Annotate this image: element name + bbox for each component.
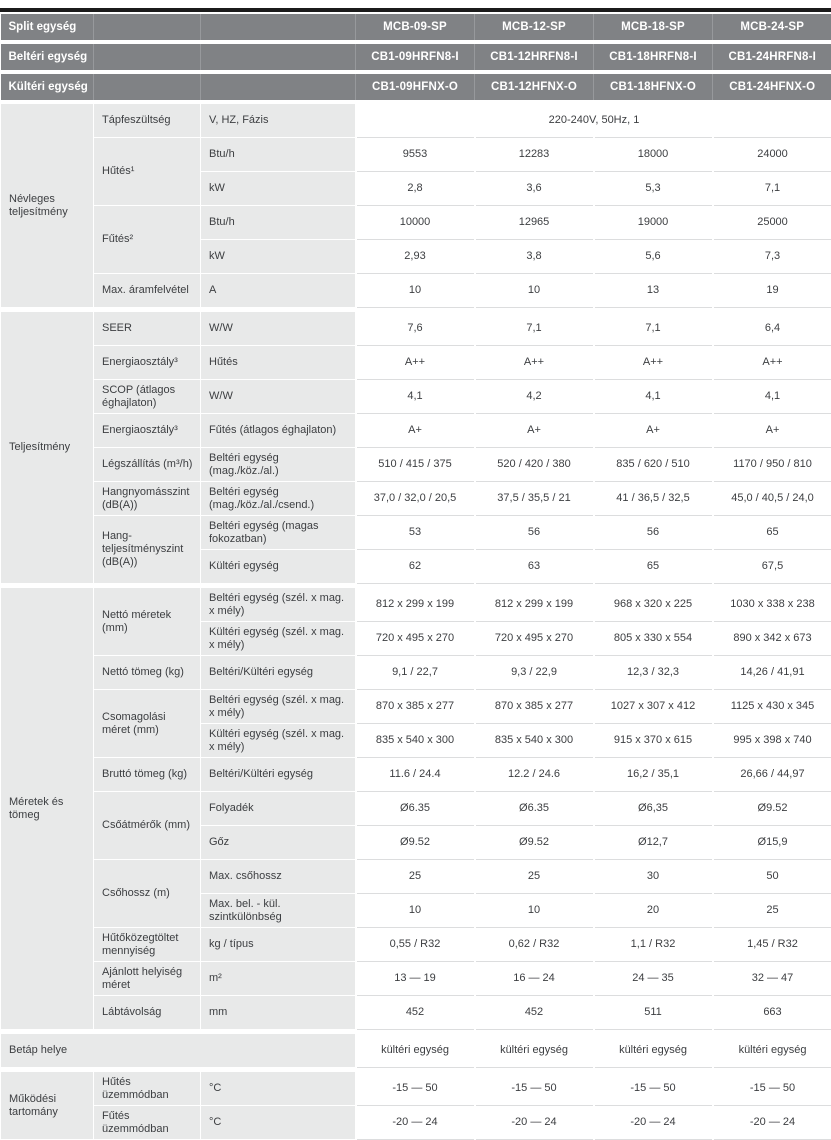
param-label-cell: Fűtés²	[94, 206, 201, 274]
param-label-cell: Ajánlott helyiség méret	[94, 962, 201, 996]
value-cell: 37,0 / 32,0 / 20,5	[356, 482, 475, 516]
sub-label-cell: °C	[201, 1106, 356, 1140]
table-row	[1, 138, 831, 172]
param-label-cell: Csőátmérők (mm)	[94, 792, 201, 860]
value-cell: 0,62 / R32	[475, 928, 594, 962]
top-accent-bar	[0, 8, 831, 12]
value-cell: 3,6	[475, 172, 594, 206]
header-divider-cell	[94, 14, 201, 42]
value-cell: 812 x 299 x 199	[475, 588, 594, 622]
sub-label-cell: Beltéri/Kültéri egység	[201, 758, 356, 792]
value-cell: 1125 x 430 x 345	[713, 690, 831, 724]
value-cell: 5,3	[594, 172, 713, 206]
value-cell: A+	[594, 414, 713, 448]
value-cell: 520 / 420 / 380	[475, 448, 594, 482]
model-name-cell: CB1-24HRFN8-I	[713, 42, 831, 72]
value-cell: 835 / 620 / 510	[594, 448, 713, 482]
sub-label-cell: Beltéri egység (mag./köz./al./csend.)	[201, 482, 356, 516]
value-cell: 1027 x 307 x 412	[594, 690, 713, 724]
value-cell: 2,8	[356, 172, 475, 206]
value-span-cell: 220-240V, 50Hz, 1	[356, 102, 831, 138]
sub-label-cell: kW	[201, 172, 356, 206]
sub-label-cell: Gőz	[201, 826, 356, 860]
value-cell: -20 — 24	[356, 1106, 475, 1140]
value-cell: A++	[594, 346, 713, 380]
value-cell: 4,1	[713, 380, 831, 414]
value-cell: 1,1 / R32	[594, 928, 713, 962]
value-cell: 6,4	[713, 312, 831, 346]
value-cell: 25	[475, 860, 594, 894]
value-cell: 14,26 / 41,91	[713, 656, 831, 690]
value-cell: 870 x 385 x 277	[356, 690, 475, 724]
value-cell: 9,1 / 22,7	[356, 656, 475, 690]
value-cell: Ø9.52	[475, 826, 594, 860]
value-cell: 19	[713, 274, 831, 308]
value-cell: 12965	[475, 206, 594, 240]
category-cell: Betáp helye	[1, 1034, 356, 1068]
value-cell: kültéri egység	[356, 1034, 475, 1068]
value-cell: 41 / 36,5 / 32,5	[594, 482, 713, 516]
value-cell: 10	[475, 894, 594, 928]
value-cell: 65	[713, 516, 831, 550]
table-header-row	[1, 42, 831, 72]
model-name-cell: CB1-09HRFN8-I	[356, 42, 475, 72]
sub-label-cell: Max. csőhossz	[201, 860, 356, 894]
sub-label-cell: Beltéri egység (szél. x mag. x mély)	[201, 588, 356, 622]
sub-label-cell: Beltéri egység (szél. x mag. x mély)	[201, 690, 356, 724]
value-cell: 4,2	[475, 380, 594, 414]
section	[1, 102, 831, 308]
model-name-cell: MCB-12-SP	[475, 14, 594, 42]
table-row	[1, 588, 831, 622]
value-cell: 1,45 / R32	[713, 928, 831, 962]
value-cell: -20 — 24	[713, 1106, 831, 1140]
value-cell: Ø15,9	[713, 826, 831, 860]
value-cell: 4,1	[594, 380, 713, 414]
value-cell: 16 — 24	[475, 962, 594, 996]
value-cell: 0,55 / R32	[356, 928, 475, 962]
value-cell: 19000	[594, 206, 713, 240]
param-label-cell: Légszállítás (m³/h)	[94, 448, 201, 482]
value-cell: 26,66 / 44,97	[713, 758, 831, 792]
value-cell: 56	[594, 516, 713, 550]
param-label-cell: Hangnyomásszint (dB(A))	[94, 482, 201, 516]
model-name-cell: MCB-24-SP	[713, 14, 831, 42]
value-cell: 65	[594, 550, 713, 584]
value-cell: -15 — 50	[356, 1072, 475, 1106]
value-cell: 510 / 415 / 375	[356, 448, 475, 482]
param-label-cell: SEER	[94, 312, 201, 346]
param-label-cell: Nettó tömeg (kg)	[94, 656, 201, 690]
category-cell: Névleges teljesítmény	[1, 102, 94, 308]
table-row	[1, 516, 831, 550]
value-cell: 24000	[713, 138, 831, 172]
sub-label-cell: Kültéri egység	[201, 550, 356, 584]
value-cell: -20 — 24	[475, 1106, 594, 1140]
value-cell: 20	[594, 894, 713, 928]
header-row-label: Kültéri egység	[1, 72, 94, 102]
value-cell: 870 x 385 x 277	[475, 690, 594, 724]
value-cell: 24 — 35	[594, 962, 713, 996]
value-cell: 968 x 320 x 225	[594, 588, 713, 622]
header-row-label: Split egység	[1, 14, 94, 42]
value-cell: -15 — 50	[713, 1072, 831, 1106]
value-cell: 18000	[594, 138, 713, 172]
sub-label-cell: kg / típus	[201, 928, 356, 962]
value-cell: 5,6	[594, 240, 713, 274]
value-cell: 4,1	[356, 380, 475, 414]
value-cell: 9553	[356, 138, 475, 172]
value-cell: 25	[356, 860, 475, 894]
table-row	[1, 1034, 831, 1068]
param-label-cell: Csőhossz (m)	[94, 860, 201, 928]
table-row	[1, 102, 831, 138]
table-row	[1, 414, 831, 448]
value-cell: 10	[356, 894, 475, 928]
table-row	[1, 656, 831, 690]
value-cell: -15 — 50	[594, 1072, 713, 1106]
value-cell: kültéri egység	[475, 1034, 594, 1068]
table-row	[1, 860, 831, 894]
model-name-cell: CB1-18HFNX-O	[594, 72, 713, 102]
value-cell: 12283	[475, 138, 594, 172]
value-cell: A++	[475, 346, 594, 380]
value-cell: kültéri egység	[713, 1034, 831, 1068]
table-row	[1, 928, 831, 962]
table-row	[1, 206, 831, 240]
param-label-cell: Fűtés üzemmódban	[94, 1106, 201, 1140]
table-row	[1, 962, 831, 996]
value-cell: Ø12,7	[594, 826, 713, 860]
table-row	[1, 380, 831, 414]
value-cell: A+	[356, 414, 475, 448]
sub-label-cell: Fűtés (átlagos éghajlaton)	[201, 414, 356, 448]
table-row	[1, 996, 831, 1030]
value-cell: Ø9.52	[356, 826, 475, 860]
model-name-cell: MCB-09-SP	[356, 14, 475, 42]
model-name-cell: CB1-12HFNX-O	[475, 72, 594, 102]
value-cell: 45,0 / 40,5 / 24,0	[713, 482, 831, 516]
value-cell: 835 x 540 x 300	[475, 724, 594, 758]
value-cell: 32 — 47	[713, 962, 831, 996]
table-row	[1, 482, 831, 516]
model-name-cell: MCB-18-SP	[594, 14, 713, 42]
sub-label-cell: Kültéri egység (szél. x mag. x mély)	[201, 724, 356, 758]
value-cell: 12.2 / 24.6	[475, 758, 594, 792]
value-cell: Ø6,35	[594, 792, 713, 826]
param-label-cell: Lábtávolság	[94, 996, 201, 1030]
value-cell: 7,3	[713, 240, 831, 274]
value-cell: 511	[594, 996, 713, 1030]
sub-label-cell: m²	[201, 962, 356, 996]
param-label-cell: Hűtés üzemmódban	[94, 1072, 201, 1106]
sub-label-cell: kW	[201, 240, 356, 274]
spec-table	[0, 14, 831, 1140]
sub-label-cell: W/W	[201, 312, 356, 346]
value-cell: A+	[475, 414, 594, 448]
value-cell: 3,8	[475, 240, 594, 274]
table-row	[1, 1072, 831, 1106]
value-cell: 812 x 299 x 199	[356, 588, 475, 622]
sub-label-cell: Btu/h	[201, 138, 356, 172]
header-divider-cell	[201, 14, 356, 42]
sub-label-cell: V, HZ, Fázis	[201, 102, 356, 138]
value-cell: 63	[475, 550, 594, 584]
value-cell: 890 x 342 x 673	[713, 622, 831, 656]
value-cell: 915 x 370 x 615	[594, 724, 713, 758]
value-cell: 835 x 540 x 300	[356, 724, 475, 758]
section	[1, 1068, 831, 1140]
value-cell: 11.6 / 24.4	[356, 758, 475, 792]
value-cell: 13 — 19	[356, 962, 475, 996]
sub-label-cell: W/W	[201, 380, 356, 414]
value-cell: 13	[594, 274, 713, 308]
table-header	[1, 14, 831, 102]
value-cell: 56	[475, 516, 594, 550]
param-label-cell: Nettó méretek (mm)	[94, 588, 201, 656]
param-label-cell: Energiaosztály³	[94, 414, 201, 448]
value-cell: 12,3 / 32,3	[594, 656, 713, 690]
value-cell: A++	[356, 346, 475, 380]
value-cell: 9,3 / 22,9	[475, 656, 594, 690]
value-cell: 10	[475, 274, 594, 308]
header-divider-cell	[201, 42, 356, 72]
value-cell: Ø6.35	[356, 792, 475, 826]
table-row	[1, 346, 831, 380]
table-row	[1, 792, 831, 826]
sub-label-cell: Kültéri egység (szél. x mag. x mély)	[201, 622, 356, 656]
value-cell: 452	[475, 996, 594, 1030]
value-cell: 7,1	[475, 312, 594, 346]
section	[1, 1030, 831, 1068]
sub-label-cell: Beltéri egység (magas fokozatban)	[201, 516, 356, 550]
value-cell: 37,5 / 35,5 / 21	[475, 482, 594, 516]
category-cell: Teljesítmény	[1, 312, 94, 584]
sub-label-cell: Beltéri egység (mag./köz./al.)	[201, 448, 356, 482]
sub-label-cell: A	[201, 274, 356, 308]
param-label-cell: Hűtés¹	[94, 138, 201, 206]
param-label-cell: Energiaosztály³	[94, 346, 201, 380]
value-cell: 995 x 398 x 740	[713, 724, 831, 758]
header-row-label: Beltéri egység	[1, 42, 94, 72]
param-label-cell: Hűtőközegtöltet mennyiség	[94, 928, 201, 962]
category-cell: Működési tartomány	[1, 1072, 94, 1140]
table-header-row	[1, 14, 831, 42]
value-cell: 7,1	[713, 172, 831, 206]
header-divider-cell	[201, 72, 356, 102]
table-header-row	[1, 72, 831, 102]
model-name-cell: CB1-12HRFN8-I	[475, 42, 594, 72]
value-cell: kültéri egység	[594, 1034, 713, 1068]
sub-label-cell: Beltéri/Kültéri egység	[201, 656, 356, 690]
value-cell: -15 — 50	[475, 1072, 594, 1106]
value-cell: A+	[713, 414, 831, 448]
sub-label-cell: Max. bel. - kül. szintkülönbség	[201, 894, 356, 928]
sub-label-cell: mm	[201, 996, 356, 1030]
value-cell: 805 x 330 x 554	[594, 622, 713, 656]
value-cell: A++	[713, 346, 831, 380]
table-row	[1, 1106, 831, 1140]
table-row	[1, 448, 831, 482]
value-cell: 25	[713, 894, 831, 928]
value-cell: 10000	[356, 206, 475, 240]
param-label-cell: Bruttó tömeg (kg)	[94, 758, 201, 792]
section	[1, 308, 831, 584]
sub-label-cell: °C	[201, 1072, 356, 1106]
sub-label-cell: Folyadék	[201, 792, 356, 826]
table-row	[1, 312, 831, 346]
value-cell: 62	[356, 550, 475, 584]
value-cell: 50	[713, 860, 831, 894]
value-cell: 10	[356, 274, 475, 308]
value-cell: 1030 x 338 x 238	[713, 588, 831, 622]
value-cell: 720 x 495 x 270	[356, 622, 475, 656]
value-cell: 720 x 495 x 270	[475, 622, 594, 656]
category-cell: Méretek és tömeg	[1, 588, 94, 1030]
value-cell: 2,93	[356, 240, 475, 274]
value-cell: 67,5	[713, 550, 831, 584]
model-name-cell: CB1-24HFNX-O	[713, 72, 831, 102]
value-cell: Ø6.35	[475, 792, 594, 826]
value-cell: 663	[713, 996, 831, 1030]
table-row	[1, 690, 831, 724]
value-cell: Ø9.52	[713, 792, 831, 826]
section	[1, 584, 831, 1030]
value-cell: 1170 / 950 / 810	[713, 448, 831, 482]
value-cell: 452	[356, 996, 475, 1030]
value-cell: -20 — 24	[594, 1106, 713, 1140]
model-name-cell: CB1-18HRFN8-I	[594, 42, 713, 72]
table-row	[1, 274, 831, 308]
param-label-cell: Csomagolási méret (mm)	[94, 690, 201, 758]
param-label-cell: Hang-teljesítményszint (dB(A))	[94, 516, 201, 584]
value-cell: 25000	[713, 206, 831, 240]
value-cell: 16,2 / 35,1	[594, 758, 713, 792]
header-divider-cell	[94, 72, 201, 102]
sub-label-cell: Hűtés	[201, 346, 356, 380]
param-label-cell: Tápfeszültség	[94, 102, 201, 138]
value-cell: 53	[356, 516, 475, 550]
sub-label-cell: Btu/h	[201, 206, 356, 240]
table-row	[1, 758, 831, 792]
param-label-cell: SCOP (átlagos éghajlaton)	[94, 380, 201, 414]
value-cell: 7,1	[594, 312, 713, 346]
value-cell: 7,6	[356, 312, 475, 346]
value-cell: 30	[594, 860, 713, 894]
param-label-cell: Max. áramfelvétel	[94, 274, 201, 308]
header-divider-cell	[94, 42, 201, 72]
model-name-cell: CB1-09HFNX-O	[356, 72, 475, 102]
